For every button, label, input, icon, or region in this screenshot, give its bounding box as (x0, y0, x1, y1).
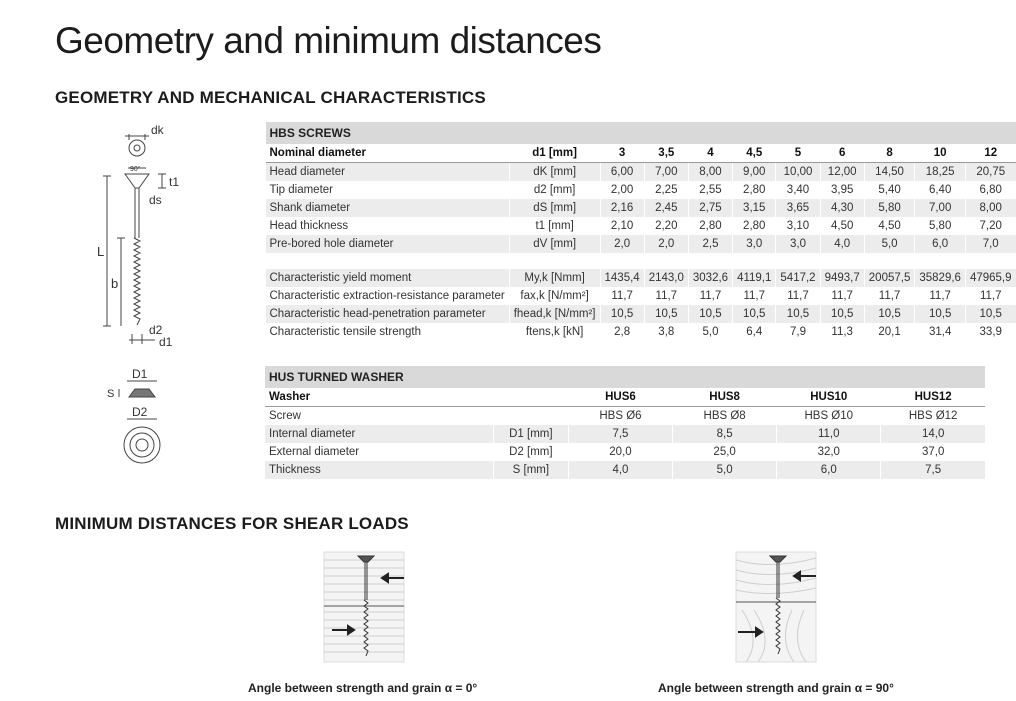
label-S: S (107, 388, 115, 400)
hbs-cell: 2,10 (600, 217, 644, 235)
table-spacer (266, 253, 1016, 269)
hbs-header-row (266, 144, 1016, 163)
hbs-row-label: Head thickness (269, 220, 349, 232)
hbs-row (266, 163, 1016, 182)
hbs-cell: 8,00 (965, 199, 1015, 217)
hbs-row (266, 323, 1016, 341)
hbs-cell: 10,5 (776, 305, 820, 323)
hbs-cell: 5417,2 (776, 269, 820, 287)
hbs-cell: 4,0 (820, 235, 864, 253)
hus-cell: 20,0 (568, 443, 672, 461)
hbs-cell: 2,8 (600, 323, 644, 341)
label-d2: d2 (149, 323, 163, 337)
hbs-cell: 11,7 (688, 287, 732, 305)
hbs-cell: 5,0 (688, 323, 732, 341)
hus-cell: HBS Ø8 (673, 407, 777, 426)
hbs-cell: 20,1 (864, 323, 915, 341)
hbs-row (266, 235, 1016, 253)
hbs-cell: 3,95 (820, 181, 864, 199)
hbs-cell: 1435,4 (600, 269, 644, 287)
hbs-cell: 10,5 (688, 305, 732, 323)
hbs-col-head: 3 (600, 144, 644, 163)
hus-row-label: Screw (269, 410, 301, 422)
label-D2: D2 (132, 405, 148, 419)
hbs-cell: 12,00 (820, 163, 864, 182)
hbs-row-unit: My,k [Nmm] (509, 269, 600, 287)
hbs-cell: 4,50 (820, 217, 864, 235)
hbs-cell: 11,7 (733, 287, 776, 305)
section-heading-min-distances: MINIMUM DISTANCES FOR SHEAR LOADS (55, 514, 409, 533)
hus-header-row (265, 388, 985, 407)
hus-cell: 32,0 (777, 443, 881, 461)
hbs-cell: 11,3 (820, 323, 864, 341)
hbs-row-label: Characteristic extraction-resistance parameter (269, 290, 505, 302)
label-t1: t1 (169, 175, 180, 189)
hbs-cell: 7,9 (776, 323, 820, 341)
hbs-table-heading: HBS SCREWS (266, 122, 1016, 144)
hus-cell: 7,5 (568, 425, 672, 443)
hbs-cell: 14,50 (864, 163, 915, 182)
label-dk: dk (151, 123, 164, 137)
hbs-row-label: Head diameter (266, 163, 510, 182)
hbs-cell: 11,7 (965, 287, 1015, 305)
hbs-col-head: 12 (965, 144, 1015, 163)
hbs-cell: 10,5 (864, 305, 915, 323)
hbs-cell: 4119,1 (733, 269, 776, 287)
hbs-cell: 10,5 (820, 305, 864, 323)
hbs-cell: 2,80 (733, 217, 776, 235)
hbs-cell: 2,20 (644, 217, 688, 235)
hus-cell: 7,5 (881, 461, 985, 479)
hbs-cell: 10,5 (644, 305, 688, 323)
hus-row-label: External diameter (269, 446, 360, 458)
hus-cell: 25,0 (673, 443, 777, 461)
hus-row-unit: S [mm] (493, 461, 568, 479)
hbs-cell: 6,80 (965, 181, 1015, 199)
hus-cell: HBS Ø12 (881, 407, 985, 426)
hbs-cell: 2,16 (600, 199, 644, 217)
hbs-cell: 31,4 (915, 323, 966, 341)
hbs-cell: 8,00 (688, 163, 732, 182)
label-d1: d1 (159, 335, 173, 349)
hbs-cell: 11,7 (776, 287, 820, 305)
hbs-col-head: 3,5 (644, 144, 688, 163)
hbs-cell: 20,75 (965, 163, 1015, 182)
hus-cell: HBS Ø6 (568, 407, 672, 426)
hbs-cell: 4,30 (820, 199, 864, 217)
hbs-row-unit: dS [mm] (509, 199, 600, 217)
hbs-col-head: 4 (688, 144, 732, 163)
label-L: L (97, 244, 105, 259)
hbs-row (266, 199, 1016, 217)
hbs-row-unit: t1 [mm] (509, 217, 600, 235)
label-angle: 90° (130, 166, 141, 173)
hbs-cell: 10,5 (733, 305, 776, 323)
hbs-cell: 11,7 (644, 287, 688, 305)
screw-diagram (95, 118, 205, 358)
hbs-cell: 3,0 (733, 235, 776, 253)
hbs-cell: 2,00 (600, 181, 644, 199)
hus-header-unit (493, 388, 568, 407)
hbs-cell: 3,0 (776, 235, 820, 253)
hbs-cell: 7,00 (644, 163, 688, 182)
hbs-cell: 9493,7 (820, 269, 864, 287)
hbs-col-head: 6 (820, 144, 864, 163)
hbs-cell: 11,7 (600, 287, 644, 305)
hus-cell: 37,0 (881, 443, 985, 461)
hbs-cell: 2,80 (733, 181, 776, 199)
hbs-row (266, 217, 1016, 235)
hus-cell: 5,0 (673, 461, 777, 479)
hus-row-label: Thickness (265, 461, 493, 479)
hbs-cell: 5,80 (864, 199, 915, 217)
hbs-cell: 2,45 (644, 199, 688, 217)
hus-row-unit (493, 407, 568, 426)
hbs-cell: 2,5 (688, 235, 732, 253)
hbs-cell: 2,0 (644, 235, 688, 253)
hbs-cell: 3032,6 (688, 269, 732, 287)
caption-grain-90: Angle between strength and grain α = 90° (658, 681, 894, 695)
shear-diagram-grain-0 (320, 550, 410, 665)
hus-row (265, 425, 985, 443)
hus-col-head: HUS10 (777, 388, 881, 407)
hus-cell: 6,0 (777, 461, 881, 479)
hbs-cell: 11,7 (915, 287, 966, 305)
hbs-cell: 2,55 (688, 181, 732, 199)
hus-header-label: Washer (265, 388, 493, 407)
hbs-row (266, 305, 1016, 323)
hbs-cell: 18,25 (915, 163, 966, 182)
hbs-cell: 33,9 (965, 323, 1015, 341)
hus-row (265, 443, 985, 461)
hbs-cell: 3,40 (776, 181, 820, 199)
hbs-cell: 3,8 (644, 323, 688, 341)
hbs-cell: 10,5 (965, 305, 1015, 323)
hbs-row-label: Tip diameter (269, 184, 333, 196)
hbs-row-label: Characteristic tensile strength (269, 326, 421, 338)
hbs-cell: 11,7 (820, 287, 864, 305)
hbs-row-unit: dK [mm] (509, 163, 600, 182)
washer-diagram (105, 365, 185, 475)
hus-row-unit: D1 [mm] (493, 425, 568, 443)
hbs-col-head: 4,5 (733, 144, 776, 163)
hbs-cell: 9,00 (733, 163, 776, 182)
hus-row-unit: D2 [mm] (493, 443, 568, 461)
hbs-row-label: Characteristic yield moment (266, 269, 510, 287)
hbs-header-unit: d1 [mm] (509, 144, 600, 163)
hbs-header-label: Nominal diameter (266, 144, 510, 163)
hbs-cell: 3,10 (776, 217, 820, 235)
hbs-cell: 7,0 (965, 235, 1015, 253)
hbs-cell: 3,15 (733, 199, 776, 217)
hbs-row-unit: dV [mm] (509, 235, 600, 253)
hbs-cell: 2,25 (644, 181, 688, 199)
hbs-cell: 10,5 (600, 305, 644, 323)
hbs-cell: 2,0 (600, 235, 644, 253)
hbs-cell: 2,80 (688, 217, 732, 235)
page-title: Geometry and minimum distances (55, 20, 602, 61)
hus-row-label: Internal diameter (265, 425, 493, 443)
hbs-col-head: 5 (776, 144, 820, 163)
hbs-cell: 6,40 (915, 181, 966, 199)
label-b: b (111, 276, 119, 291)
hbs-cell: 4,50 (864, 217, 915, 235)
hbs-cell: 6,4 (733, 323, 776, 341)
hus-table-heading: HUS TURNED WASHER (265, 366, 985, 388)
hbs-cell: 2143,0 (644, 269, 688, 287)
hbs-row (266, 287, 1016, 305)
hbs-row-unit: fhead,k [N/mm²] (509, 305, 600, 323)
hbs-cell: 6,00 (600, 163, 644, 182)
hbs-col-head: 8 (864, 144, 915, 163)
hus-washer-table (265, 366, 985, 479)
caption-grain-0: Angle between strength and grain α = 0° (248, 681, 478, 695)
hus-col-head: HUS6 (568, 388, 672, 407)
label-ds: ds (149, 193, 162, 207)
section-heading-geometry: GEOMETRY AND MECHANICAL CHARACTERISTICS (55, 88, 486, 107)
label-D1: D1 (132, 367, 148, 381)
hus-cell: 8,5 (673, 425, 777, 443)
hbs-screws-table (265, 122, 1016, 341)
hbs-cell: 5,80 (915, 217, 966, 235)
hus-col-head: HUS12 (881, 388, 985, 407)
hus-row (265, 407, 985, 426)
hbs-cell: 5,40 (864, 181, 915, 199)
hbs-cell: 7,20 (965, 217, 1015, 235)
hbs-cell: 47965,9 (965, 269, 1015, 287)
hbs-cell: 35829,6 (915, 269, 966, 287)
hbs-row-label: Pre-bored hole diameter (266, 235, 510, 253)
hus-cell: HBS Ø10 (777, 407, 881, 426)
shear-diagram-grain-90 (732, 550, 822, 665)
hus-cell: 4,0 (568, 461, 672, 479)
hbs-cell: 11,7 (864, 287, 915, 305)
hbs-row-label: Characteristic head-penetration parameter (266, 305, 510, 323)
hbs-cell: 2,75 (688, 199, 732, 217)
hbs-row-unit: fax,k [N/mm²] (509, 287, 600, 305)
hbs-cell: 10,5 (915, 305, 966, 323)
hbs-cell: 6,0 (915, 235, 966, 253)
hbs-cell: 5,0 (864, 235, 915, 253)
hus-cell: 11,0 (777, 425, 881, 443)
hbs-cell: 3,65 (776, 199, 820, 217)
hbs-row (266, 181, 1016, 199)
hbs-row (266, 269, 1016, 287)
hus-cell: 14,0 (881, 425, 985, 443)
spacer-cell (266, 253, 1016, 269)
hbs-row-unit: d2 [mm] (509, 181, 600, 199)
hbs-row-label: Shank diameter (266, 199, 510, 217)
hbs-cell: 10,00 (776, 163, 820, 182)
hbs-cell: 20057,5 (864, 269, 915, 287)
hus-col-head: HUS8 (673, 388, 777, 407)
hbs-row-unit: ftens,k [kN] (509, 323, 600, 341)
hbs-cell: 7,00 (915, 199, 966, 217)
hbs-col-head: 10 (915, 144, 966, 163)
hus-row (265, 461, 985, 479)
